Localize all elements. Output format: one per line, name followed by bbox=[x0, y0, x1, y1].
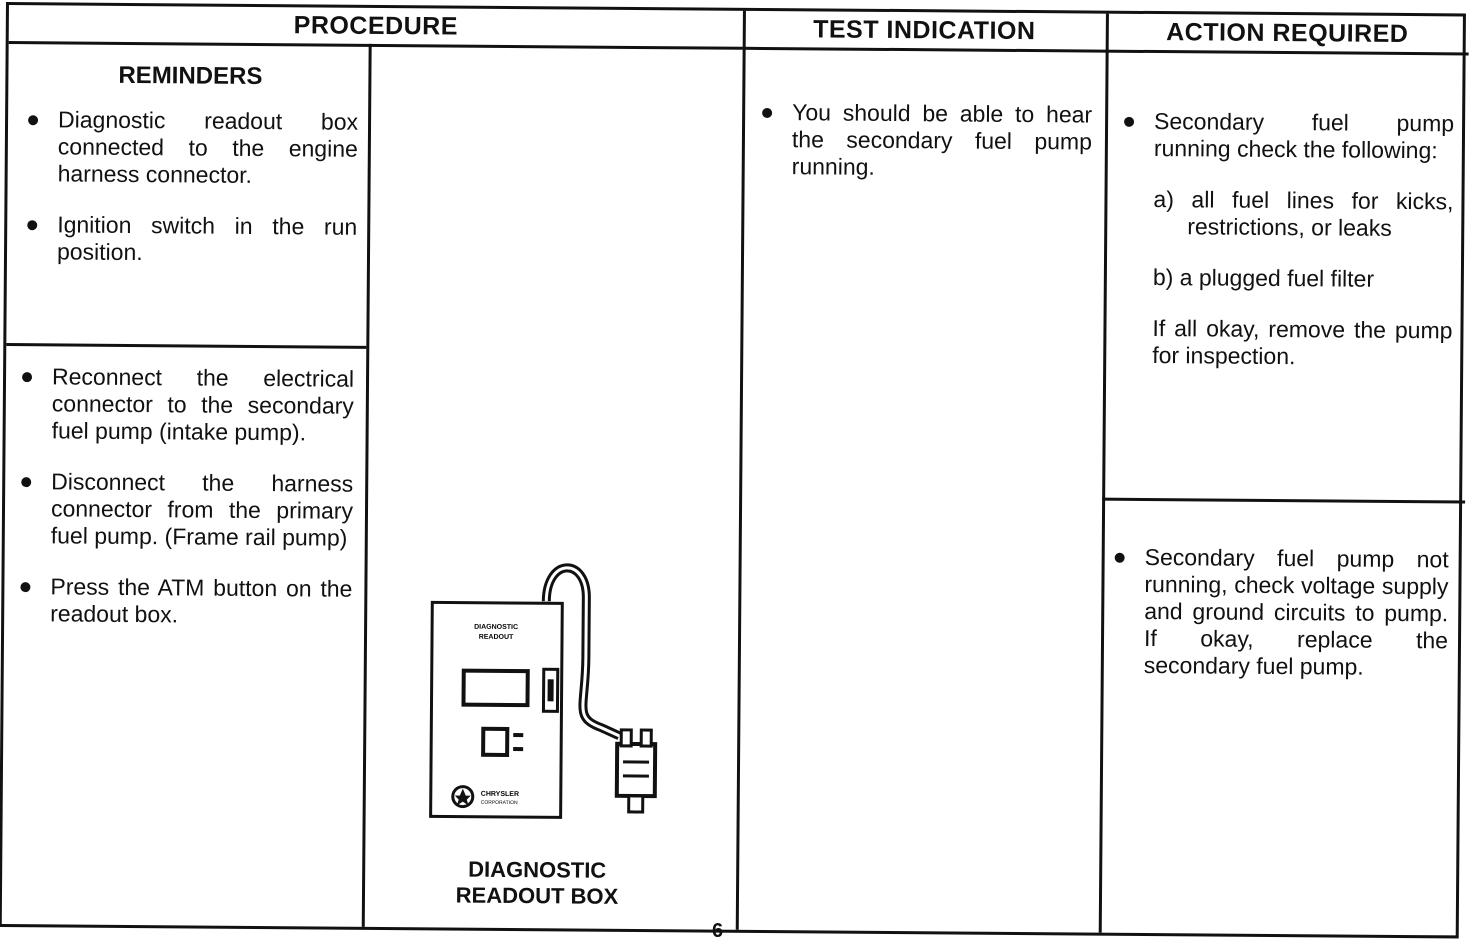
connector-tab bbox=[621, 730, 631, 746]
step-item: Disconnect the harness connector from the primary fuel pump. (Frame rail pump) bbox=[15, 468, 354, 552]
button-label-bar bbox=[513, 747, 523, 751]
step-item: Reconnect the electrical connector to the secondary fuel pump (intake pump). bbox=[16, 363, 355, 447]
test-indication-cell bbox=[755, 99, 1092, 207]
header-action-required: ACTION REQUIRED bbox=[1166, 17, 1409, 48]
atm-button bbox=[483, 729, 507, 755]
test-indication-item: You should be able to hear the secondary fuel pump running. bbox=[756, 99, 1093, 183]
action-running-b: b) a plugged fuel filter bbox=[1152, 264, 1375, 292]
figure-caption bbox=[402, 856, 672, 910]
connector-tab bbox=[641, 730, 651, 746]
connector-plug bbox=[617, 744, 655, 796]
header-test-indication: TEST INDICATION bbox=[813, 14, 1036, 45]
steps-cell bbox=[14, 363, 354, 654]
logo-text-line1: CHRYSLER bbox=[480, 790, 520, 799]
reminder-item: Ignition switch in the run position. bbox=[21, 211, 357, 268]
action-running-a-text: a) all fuel lines for kicks, restrictions, or leaks bbox=[1153, 186, 1454, 241]
display-window bbox=[463, 671, 527, 706]
side-switch-slot bbox=[548, 679, 554, 701]
action-not-running-cell bbox=[1108, 544, 1449, 706]
page-number: 6 bbox=[712, 920, 724, 942]
logo-text-line2: CORPORATION bbox=[480, 799, 518, 807]
divider-procedure-inner bbox=[362, 44, 372, 927]
action-running-intro: Secondary fuel pump running check the following: bbox=[1118, 108, 1454, 165]
action-running-if-okay: If all okay, remove the pump for inspection. bbox=[1152, 315, 1453, 370]
divider-test-action bbox=[1099, 14, 1109, 933]
reminder-item: Diagnostic readout box connected to the engine harness connector. bbox=[22, 106, 359, 190]
figure-caption-line1: DIAGNOSTIC bbox=[468, 856, 607, 883]
reminders-cell bbox=[21, 61, 359, 292]
divider-reminders bbox=[6, 343, 366, 349]
divider-action bbox=[1102, 498, 1465, 504]
step-item: Press the ATM button on the readout box. bbox=[14, 573, 352, 630]
button-label-bar bbox=[513, 733, 523, 737]
reminders-title: REMINDERS bbox=[118, 61, 263, 91]
action-running-a bbox=[1153, 186, 1453, 242]
figure-caption-line2: READOUT BOX bbox=[455, 882, 619, 909]
device-label-line2: READOUT bbox=[478, 633, 514, 642]
connector-base bbox=[629, 796, 643, 812]
action-not-running-item: Secondary fuel pump not running, check voltage supply and ground circuits to pump. If okay, replace the secondary fuel pump. bbox=[1108, 544, 1449, 682]
header-procedure: PROCEDURE bbox=[293, 10, 459, 41]
readout-box-illustration bbox=[423, 556, 675, 828]
device-label-line1: DIAGNOSTIC bbox=[474, 623, 519, 632]
divider-procedure-test bbox=[736, 11, 746, 930]
procedure-table bbox=[0, 2, 1466, 938]
action-running-cell bbox=[1116, 108, 1454, 396]
